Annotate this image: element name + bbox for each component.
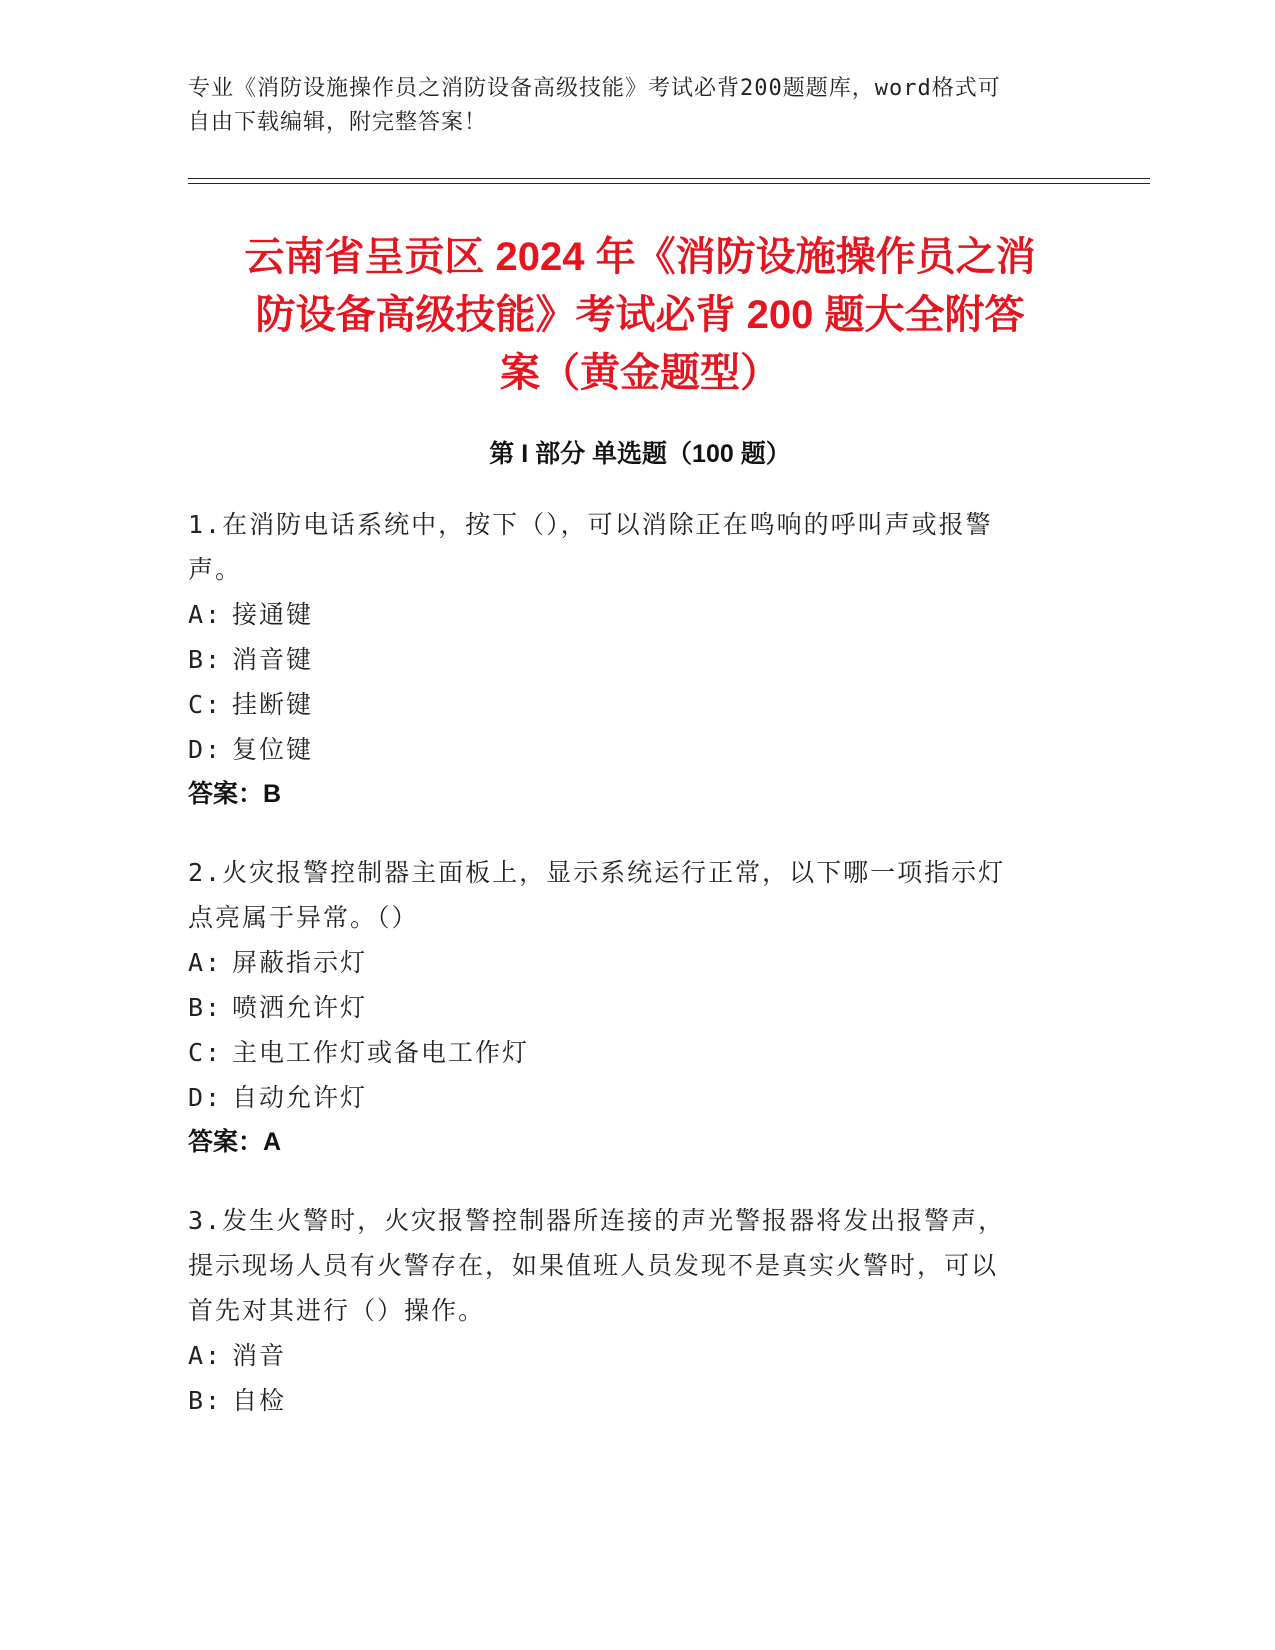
option-key: C: — [188, 1038, 223, 1067]
option-a — [188, 1333, 1068, 1378]
question-stem: 1.在消防电话系统中，按下（），可以消除正在鸣响的呼叫声或报警 — [188, 510, 993, 539]
option-b — [188, 985, 1068, 1030]
question-3 — [188, 1198, 1068, 1423]
document-title — [180, 228, 1100, 402]
option-a — [188, 940, 1068, 985]
question-1 — [188, 502, 1068, 817]
option-key: C: — [188, 690, 223, 719]
option-text: 接通键 — [232, 600, 314, 629]
answer: 答案：A — [188, 1128, 282, 1156]
question-stem: 首先对其进行（）操作。 — [188, 1296, 486, 1325]
section-heading: 第 I 部分 单选题（100 题） — [489, 440, 791, 468]
option-key: B: — [188, 645, 223, 674]
answer: 答案：B — [188, 780, 282, 808]
option-text: 自动允许灯 — [232, 1083, 368, 1112]
question-stem: 3.发生火警时，火灾报警控制器所连接的声光警报器将发出报警声， — [188, 1206, 1006, 1235]
option-c — [188, 682, 1068, 727]
option-key: A: — [188, 600, 223, 629]
option-c — [188, 1030, 1068, 1075]
question-stem: 提示现场人员有火警存在，如果值班人员发现不是真实火警时，可以 — [188, 1251, 999, 1280]
header-divider — [188, 183, 1150, 184]
title-line: 防设备高级技能》考试必背 200 题大全附答 — [255, 293, 1025, 337]
option-key: B: — [188, 993, 223, 1022]
option-text: 消音键 — [232, 645, 314, 674]
option-key: B: — [188, 1386, 223, 1415]
option-key: D: — [188, 735, 223, 764]
option-d — [188, 1075, 1068, 1120]
option-text: 自检 — [232, 1386, 287, 1415]
option-text: 复位键 — [232, 735, 314, 764]
header-note-line: 自由下载编辑，附完整答案！ — [188, 110, 488, 135]
title-line: 云南省呈贡区 2024 年《消防设施操作员之消 — [244, 235, 1036, 279]
option-b — [188, 637, 1068, 682]
header-note — [188, 72, 1068, 140]
question-2 — [188, 850, 1068, 1165]
option-key: D: — [188, 1083, 223, 1112]
option-key: A: — [188, 948, 223, 977]
option-d — [188, 727, 1068, 772]
option-key: A: — [188, 1341, 223, 1370]
question-stem: 2.火灾报警控制器主面板上，显示系统运行正常，以下哪一项指示灯 — [188, 858, 1006, 887]
option-text: 喷洒允许灯 — [232, 993, 368, 1022]
option-text: 主电工作灯或备电工作灯 — [232, 1038, 530, 1067]
option-text: 屏蔽指示灯 — [232, 948, 368, 977]
header-divider — [188, 178, 1150, 179]
title-line: 案（黄金题型） — [500, 351, 780, 395]
question-stem: 点亮属于异常。（） — [188, 903, 419, 932]
header-note-line: 专业《消防设施操作员之消防设备高级技能》考试必背200题题库，word格式可 — [188, 76, 1001, 101]
option-a — [188, 592, 1068, 637]
option-text: 消音 — [232, 1341, 287, 1370]
option-text: 挂断键 — [232, 690, 314, 719]
option-b — [188, 1378, 1068, 1423]
question-stem: 声。 — [188, 555, 243, 584]
